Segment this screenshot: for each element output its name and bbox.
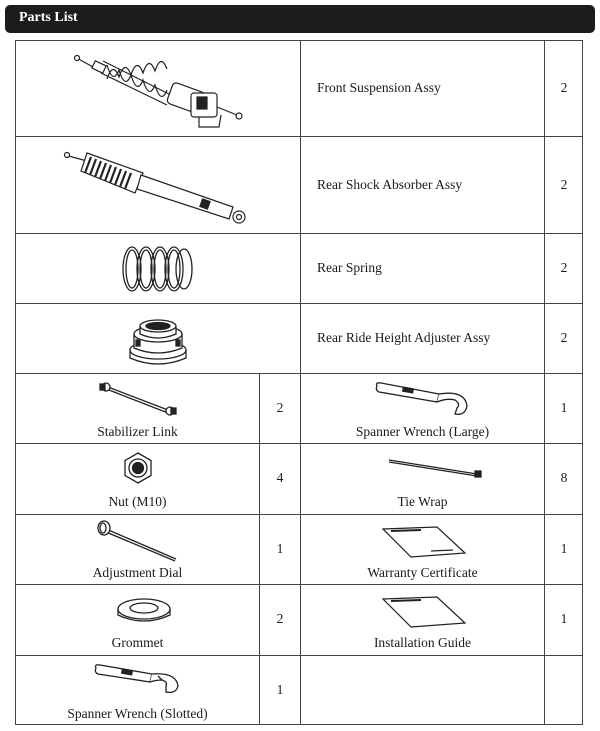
part-qty-cell bbox=[259, 514, 300, 584]
part-name-adjustment-dial: Adjustment Dial bbox=[92, 565, 183, 580]
part-name-rear-shock: Rear Shock Absorber Assy bbox=[317, 177, 463, 192]
nut-icon bbox=[122, 452, 154, 484]
part-image-cell bbox=[300, 584, 544, 655]
part-image-cell bbox=[300, 443, 544, 514]
part-name-large-wrench: Spanner Wrench (Large) bbox=[355, 424, 490, 439]
part-name-grommet: Grommet bbox=[111, 635, 164, 650]
part-qty-stabilizer-link: 2 bbox=[276, 400, 284, 415]
part-image-cell bbox=[15, 303, 300, 373]
part-qty-cell bbox=[544, 373, 583, 443]
part-name-nut: Nut (M10) bbox=[108, 494, 167, 509]
part-image-cell bbox=[15, 136, 300, 233]
rear-shock-icon bbox=[61, 145, 251, 227]
part-name-stabilizer-link: Stabilizer Link bbox=[97, 424, 178, 439]
part-image-cell bbox=[15, 514, 259, 584]
part-qty-cell bbox=[544, 233, 583, 303]
parts-list-header bbox=[5, 5, 595, 33]
part-name-ride-height-adjuster: Rear Ride Height Adjuster Assy bbox=[317, 330, 491, 345]
part-qty-cell bbox=[259, 373, 300, 443]
part-name-tie-wrap: Tie Wrap bbox=[397, 494, 448, 509]
part-image-cell bbox=[15, 655, 259, 725]
front-suspension-icon bbox=[71, 49, 251, 131]
rear-spring-icon bbox=[118, 242, 198, 296]
part-image-cell bbox=[15, 584, 259, 655]
empty-cell bbox=[300, 655, 544, 725]
part-qty-rear-shock: 2 bbox=[560, 177, 568, 192]
part-qty-cell bbox=[259, 655, 300, 725]
empty-cell bbox=[544, 655, 583, 725]
tie-wrap-icon bbox=[387, 456, 487, 480]
part-qty-slotted-wrench: 1 bbox=[276, 682, 284, 697]
part-qty-adjustment-dial: 1 bbox=[276, 541, 284, 556]
installation-guide-icon bbox=[381, 595, 467, 629]
part-qty-rear-spring: 2 bbox=[560, 260, 568, 275]
stabilizer-link-icon bbox=[98, 378, 178, 420]
part-qty-front-suspension: 2 bbox=[560, 80, 568, 95]
warranty-certificate-icon bbox=[381, 525, 467, 559]
part-qty-cell bbox=[259, 584, 300, 655]
parts-table bbox=[15, 40, 583, 725]
part-qty-warranty-certificate: 1 bbox=[560, 541, 568, 556]
part-qty-cell bbox=[544, 40, 583, 136]
part-name-slotted-wrench: Spanner Wrench (Slotted) bbox=[67, 706, 208, 721]
slotted-wrench-icon bbox=[92, 662, 184, 698]
part-qty-cell bbox=[544, 443, 583, 514]
part-name-front-suspension: Front Suspension Assy bbox=[317, 80, 441, 95]
part-name-warranty-certificate: Warranty Certificate bbox=[367, 565, 478, 580]
part-qty-tie-wrap: 8 bbox=[560, 470, 568, 485]
part-name-cell bbox=[300, 303, 544, 373]
part-image-cell bbox=[15, 40, 300, 136]
part-name-cell bbox=[300, 40, 544, 136]
part-name-installation-guide: Installation Guide bbox=[373, 635, 472, 650]
part-name-cell bbox=[300, 233, 544, 303]
part-qty-cell bbox=[544, 584, 583, 655]
part-qty-grommet: 2 bbox=[276, 611, 284, 626]
part-image-cell bbox=[15, 443, 259, 514]
part-image-cell bbox=[300, 373, 544, 443]
grommet-icon bbox=[116, 597, 172, 625]
part-qty-cell bbox=[259, 443, 300, 514]
part-qty-ride-height-adjuster: 2 bbox=[560, 330, 568, 345]
page-title: Parts List bbox=[19, 10, 78, 25]
part-qty-cell bbox=[544, 136, 583, 233]
part-name-rear-spring: Rear Spring bbox=[317, 260, 382, 275]
part-qty-cell bbox=[544, 303, 583, 373]
part-qty-nut: 4 bbox=[276, 470, 284, 485]
large-wrench-icon bbox=[373, 380, 473, 418]
adjustment-dial-icon bbox=[96, 519, 180, 563]
part-qty-cell bbox=[544, 514, 583, 584]
part-image-cell bbox=[15, 373, 259, 443]
part-image-cell bbox=[15, 233, 300, 303]
part-qty-large-wrench: 1 bbox=[560, 400, 568, 415]
part-qty-installation-guide: 1 bbox=[560, 611, 568, 626]
part-name-cell bbox=[300, 136, 544, 233]
ride-height-adjuster-icon bbox=[126, 312, 190, 368]
part-image-cell bbox=[300, 514, 544, 584]
